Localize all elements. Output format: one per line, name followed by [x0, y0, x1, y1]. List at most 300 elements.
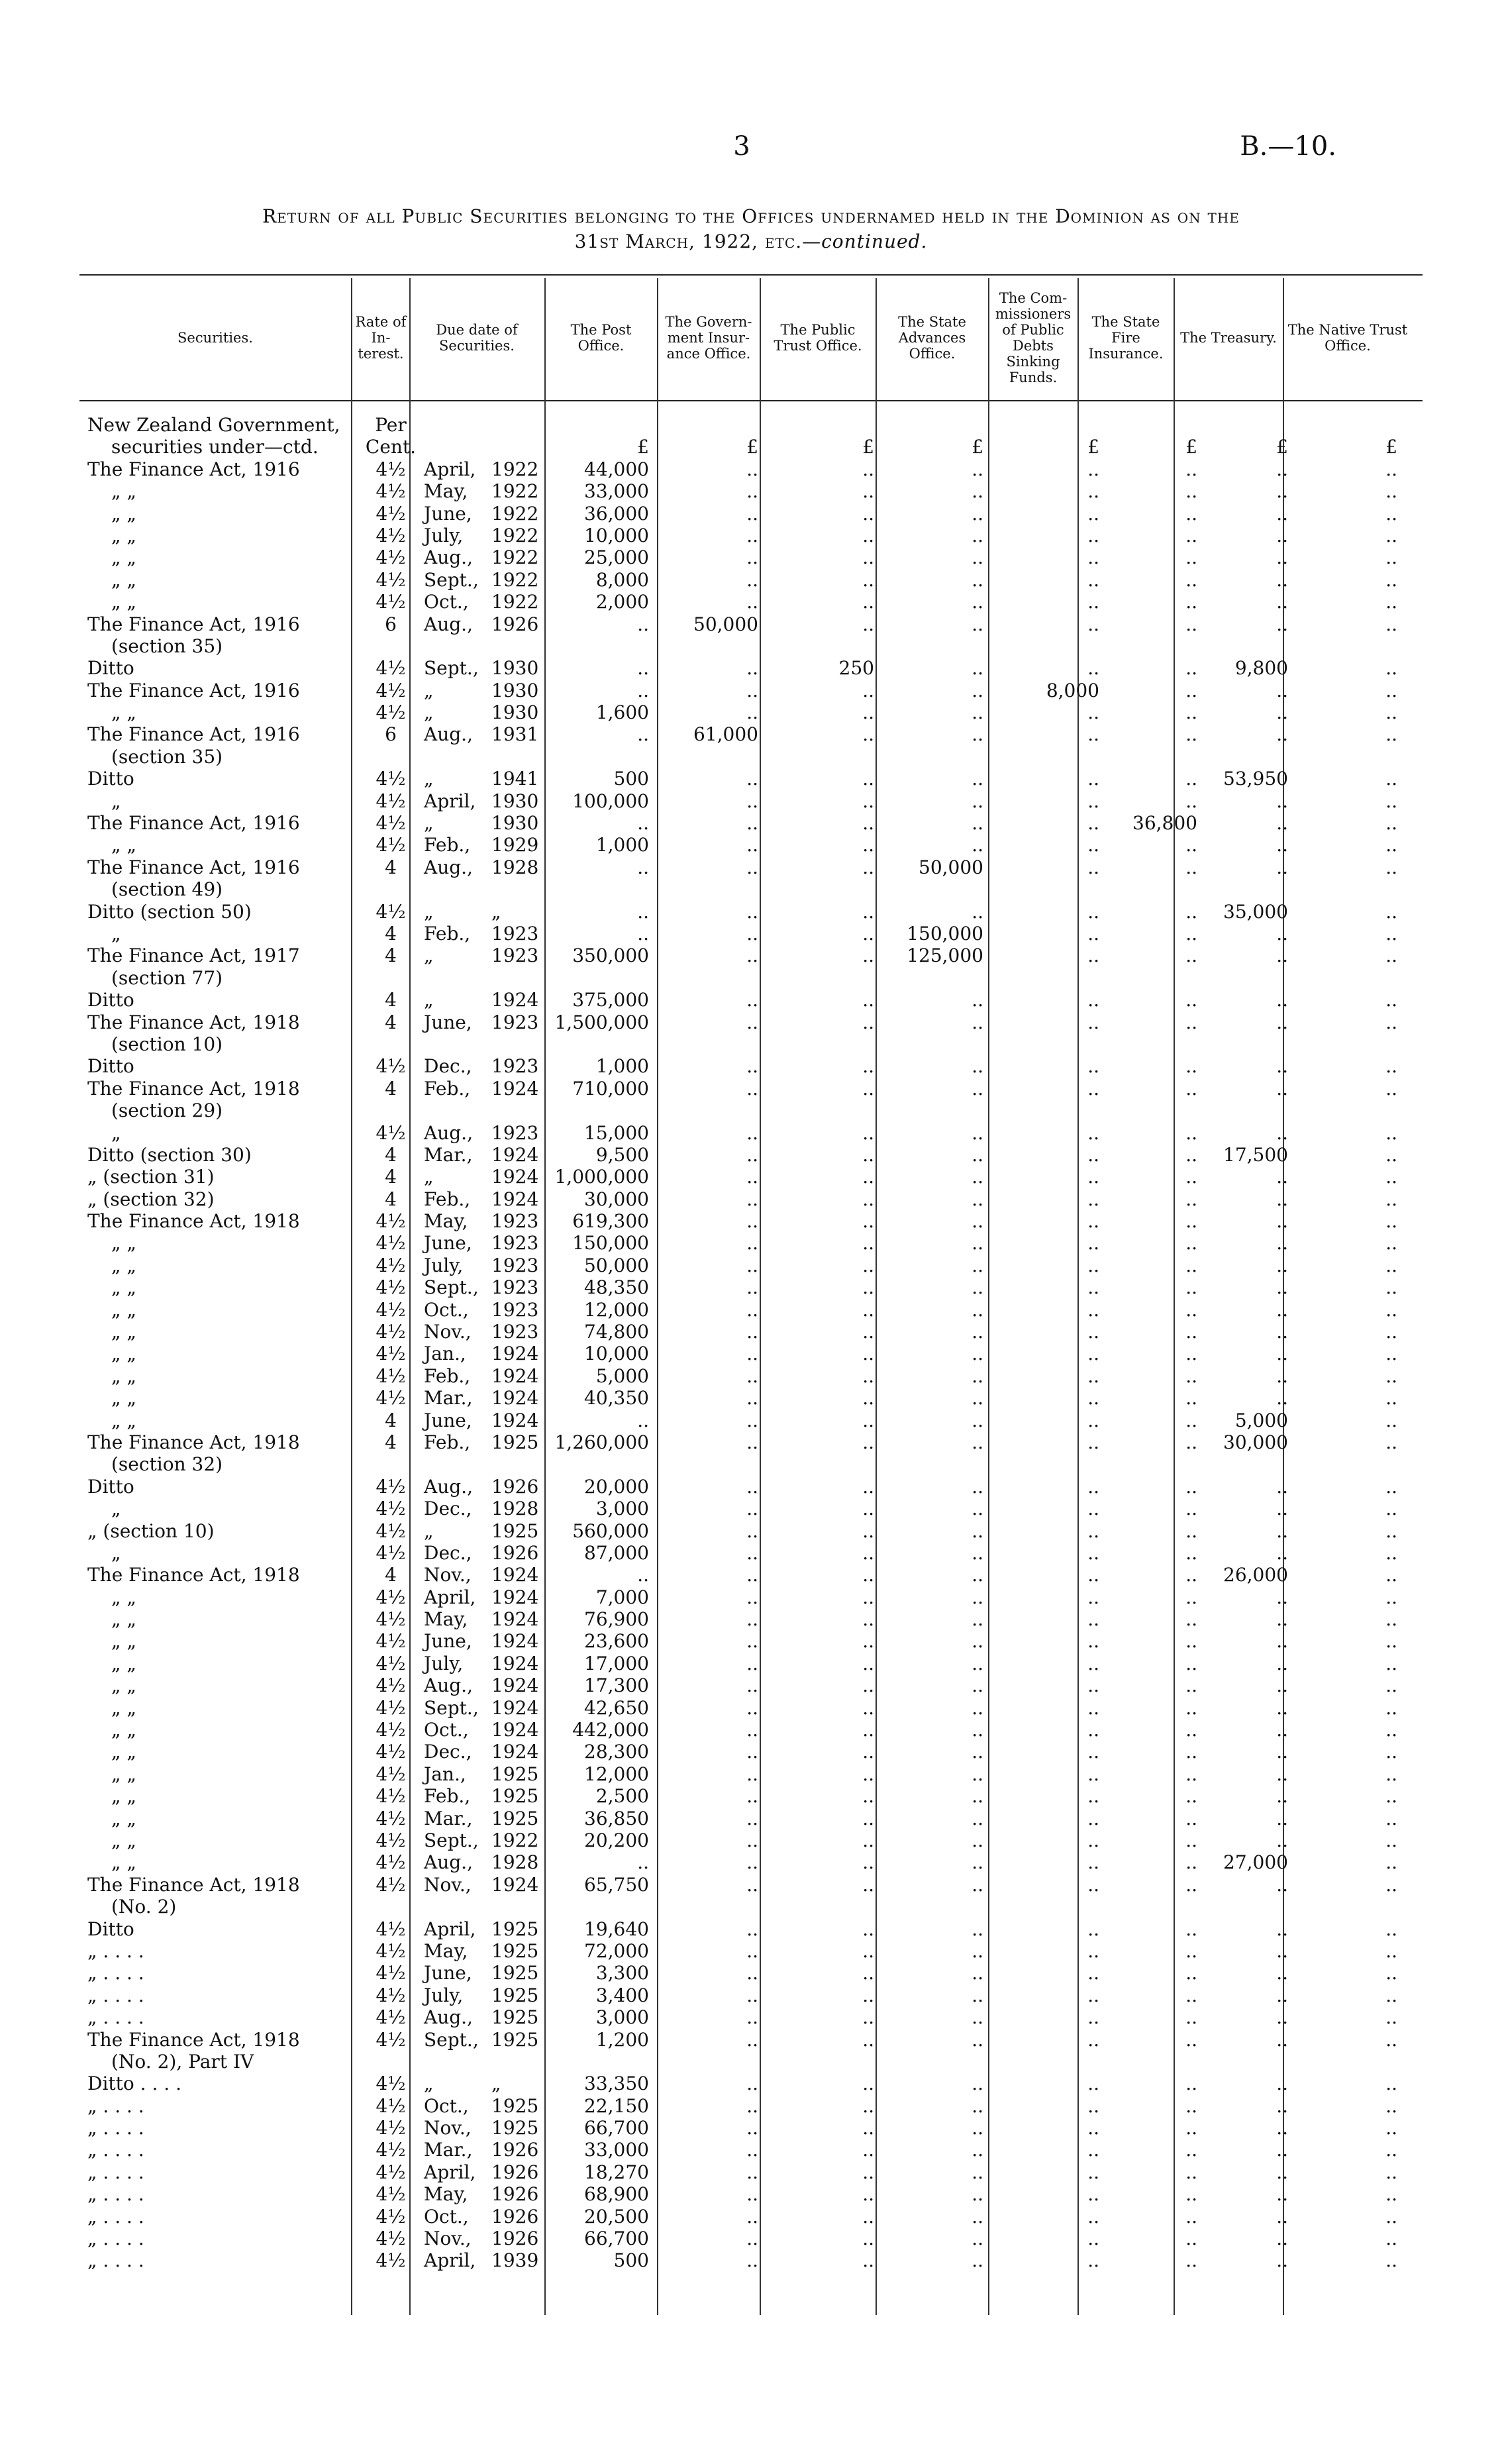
- state-fire-amount: ..: [1185, 1298, 1197, 1321]
- due-year: 1924: [491, 1652, 539, 1674]
- native-trust-amount: ..: [1385, 1431, 1397, 1453]
- table-row: [79, 1564, 1423, 1586]
- due-year: 1926: [491, 613, 539, 635]
- state-fire-amount: ..: [1185, 2205, 1197, 2228]
- due-year: 1926: [491, 1475, 539, 1498]
- sinking-funds-amount: ..: [1087, 723, 1099, 746]
- public-trust-amount: ..: [862, 1475, 874, 1498]
- state-advances-amount: ..: [972, 2161, 983, 2183]
- state-advances-amount: ..: [972, 1696, 983, 1719]
- due-month: Aug.,: [424, 546, 473, 569]
- state-fire-amount: ..: [1185, 1851, 1197, 1874]
- treasury-amount: ..: [1276, 1652, 1288, 1674]
- table-row: [79, 1033, 1423, 1055]
- security-name: Ditto: [87, 989, 134, 1011]
- native-trust-amount: ..: [1385, 1364, 1397, 1387]
- due-month: June,: [424, 1630, 472, 1653]
- due-month: „: [424, 1166, 434, 1188]
- post-office-amount: 44,000: [584, 458, 649, 480]
- due-month: Feb.,: [424, 834, 471, 856]
- security-name: The Finance Act, 1918: [87, 1873, 300, 1896]
- due-month: July,: [424, 524, 464, 546]
- sinking-funds-amount: ..: [1087, 1652, 1099, 1674]
- table-row: [79, 2029, 1423, 2051]
- govt-insurance-amount: ..: [746, 1586, 758, 1608]
- post-office-amount: ..: [637, 1564, 649, 1586]
- post-office-amount: 3,300: [595, 1962, 649, 1984]
- due-month: May,: [424, 1210, 468, 1233]
- table-row: [79, 2139, 1423, 2161]
- table-row: [79, 1520, 1423, 1542]
- govt-insurance-amount: ..: [746, 2094, 758, 2117]
- interest-rate: 4: [385, 1011, 397, 1033]
- security-name: „ „: [111, 1232, 136, 1255]
- interest-rate: 4½: [376, 1962, 406, 1984]
- title-line-1: Return of all Public Securities belonging to the Offices undernamed held in the Dominion as on the: [262, 205, 1240, 227]
- native-trust-amount: ..: [1385, 613, 1397, 635]
- sinking-funds-amount: ..: [1087, 480, 1099, 503]
- native-trust-amount: ..: [1385, 2006, 1397, 2029]
- govt-insurance-amount: ..: [746, 1541, 758, 1564]
- table-row: [79, 878, 1423, 900]
- treasury-amount: 53,950: [1223, 768, 1288, 790]
- security-name: Ditto: [87, 1918, 134, 1940]
- govt-insurance-amount: ..: [746, 1984, 758, 2006]
- due-year: 1923: [491, 1254, 539, 1276]
- post-office-amount: 1,000: [595, 1055, 649, 1078]
- due-year: 1923: [491, 1276, 539, 1299]
- due-year: 1928: [491, 856, 539, 878]
- interest-rate: 4½: [376, 1719, 406, 1741]
- public-trust-amount: ..: [862, 1343, 874, 1365]
- table-row: [79, 1321, 1423, 1343]
- treasury-amount: ..: [1276, 856, 1288, 878]
- due-month: Feb.,: [424, 1785, 471, 1808]
- due-year: 1925: [491, 2117, 539, 2139]
- interest-rate: 4½: [376, 679, 406, 701]
- state-fire-amount: ..: [1185, 1143, 1197, 1166]
- security-name: Ditto: [87, 1475, 134, 1498]
- table-row: [79, 1697, 1423, 1719]
- due-month: May,: [424, 1939, 468, 1962]
- page-number: 3: [733, 131, 750, 162]
- state-advances-amount: ..: [972, 480, 983, 503]
- native-trust-amount: ..: [1385, 568, 1397, 591]
- state-fire-amount: ..: [1185, 1541, 1197, 1564]
- due-year: 1930: [491, 812, 539, 835]
- state-fire-amount: 36,800: [1132, 812, 1197, 835]
- post-office-amount: ..: [637, 900, 649, 923]
- public-trust-amount: ..: [862, 1630, 874, 1653]
- due-year: 1926: [491, 2228, 539, 2250]
- table-row: [79, 2228, 1423, 2249]
- native-trust-amount: ..: [1385, 1696, 1397, 1719]
- public-trust-amount: ..: [862, 1409, 874, 1431]
- native-trust-amount: ..: [1385, 546, 1397, 569]
- table-row: [79, 2249, 1423, 2271]
- due-year: 1924: [491, 1143, 539, 1166]
- state-advances-amount: ..: [972, 1143, 983, 1166]
- due-month: Nov.,: [424, 1873, 472, 1896]
- table-row: [79, 989, 1423, 1011]
- interest-rate: 4½: [376, 790, 406, 812]
- interest-rate: 4½: [376, 1807, 406, 1829]
- post-office-amount: 560,000: [572, 1519, 649, 1542]
- due-month: Sept.,: [424, 568, 479, 591]
- state-fire-amount: ..: [1185, 1630, 1197, 1653]
- due-month: „: [424, 1519, 434, 1542]
- native-trust-amount: ..: [1385, 1011, 1397, 1033]
- state-advances-amount: ..: [972, 723, 983, 746]
- treasury-amount: ..: [1276, 502, 1288, 525]
- post-office-amount: ..: [637, 1851, 649, 1874]
- post-office-amount: 10,000: [584, 1343, 649, 1365]
- native-trust-amount: ..: [1385, 1254, 1397, 1276]
- post-office-amount: 36,000: [584, 502, 649, 525]
- native-trust-amount: ..: [1385, 1232, 1397, 1255]
- interest-rate: 4½: [376, 546, 406, 569]
- header-public-trust: The Public Trust Office.: [774, 322, 862, 354]
- interest-rate: 4½: [376, 657, 406, 680]
- state-fire-amount: £: [1185, 436, 1197, 458]
- post-office-amount: ..: [637, 657, 649, 680]
- state-fire-amount: ..: [1185, 2228, 1197, 2250]
- public-trust-amount: ..: [862, 1984, 874, 2006]
- due-year: 1923: [491, 1232, 539, 1255]
- due-year: 1925: [491, 2006, 539, 2029]
- native-trust-amount: ..: [1385, 1121, 1397, 1144]
- govt-insurance-amount: ..: [746, 1918, 758, 1940]
- state-fire-amount: ..: [1185, 1364, 1197, 1387]
- table-row: [79, 1763, 1423, 1785]
- treasury-amount: ..: [1276, 1918, 1288, 1940]
- state-advances-amount: ..: [972, 834, 983, 856]
- sinking-funds-amount: ..: [1087, 1763, 1099, 1785]
- public-trust-amount: ..: [862, 1431, 874, 1453]
- security-name: (section 29): [111, 1100, 223, 1122]
- due-month: Sept.,: [424, 1696, 479, 1719]
- state-advances-amount: ..: [972, 900, 983, 923]
- public-trust-amount: ..: [862, 1121, 874, 1144]
- table-row: [79, 1851, 1423, 1873]
- state-advances-amount: ..: [972, 1939, 983, 1962]
- post-office-amount: 17,000: [584, 1652, 649, 1674]
- due-month: Nov.,: [424, 2228, 472, 2250]
- state-advances-amount: ..: [972, 2249, 983, 2272]
- sinking-funds-amount: ..: [1087, 2094, 1099, 2117]
- due-year: 1923: [491, 945, 539, 967]
- public-trust-amount: ..: [862, 790, 874, 812]
- interest-rate: 4½: [376, 1254, 406, 1276]
- treasury-amount: ..: [1276, 1873, 1288, 1896]
- security-name: „: [111, 1541, 121, 1564]
- post-office-amount: 68,900: [584, 2183, 649, 2206]
- post-office-amount: 30,000: [584, 1188, 649, 1210]
- native-trust-amount: ..: [1385, 701, 1397, 724]
- security-name: „ „: [111, 1851, 136, 1874]
- state-fire-amount: ..: [1185, 480, 1197, 503]
- due-month: Aug.,: [424, 613, 473, 635]
- sinking-funds-amount: ..: [1087, 1276, 1099, 1299]
- govt-insurance-amount: ..: [746, 812, 758, 835]
- due-year: 1923: [491, 1321, 539, 1343]
- table-row: [79, 1808, 1423, 1829]
- sinking-funds-amount: ..: [1087, 1188, 1099, 1210]
- state-fire-amount: ..: [1185, 1984, 1197, 2006]
- due-month: Dec.,: [424, 1741, 472, 1763]
- native-trust-amount: ..: [1385, 1188, 1397, 1210]
- state-advances-amount: ..: [972, 1364, 983, 1387]
- sinking-funds-amount: ..: [1087, 834, 1099, 856]
- interest-rate: 4½: [376, 2228, 406, 2250]
- table-row: [79, 2051, 1423, 2073]
- treasury-amount: ..: [1276, 1785, 1288, 1808]
- treasury-amount: ..: [1276, 701, 1288, 724]
- due-month: Nov.,: [424, 2117, 472, 2139]
- state-advances-amount: ..: [972, 1829, 983, 1851]
- native-trust-amount: ..: [1385, 1166, 1397, 1188]
- public-trust-amount: ..: [862, 1254, 874, 1276]
- sinking-funds-amount: ..: [1087, 1519, 1099, 1542]
- native-trust-amount: ..: [1385, 1608, 1397, 1631]
- native-trust-amount: ..: [1385, 1387, 1397, 1410]
- sinking-funds-amount: ..: [1087, 1121, 1099, 1144]
- interest-rate: 4½: [376, 1696, 406, 1719]
- state-advances-amount: ..: [972, 1674, 983, 1697]
- treasury-amount: ..: [1276, 1276, 1288, 1299]
- interest-rate: 4½: [376, 480, 406, 503]
- security-name: (section 35): [111, 745, 223, 768]
- state-fire-amount: ..: [1185, 1431, 1197, 1453]
- security-name: „ . . . .: [87, 1939, 144, 1962]
- table-row: [79, 1608, 1423, 1630]
- due-year: 1939: [491, 2249, 539, 2272]
- native-trust-amount: ..: [1385, 1785, 1397, 1808]
- sinking-funds-amount: ..: [1087, 1298, 1099, 1321]
- govt-insurance-amount: ..: [746, 546, 758, 569]
- sinking-funds-amount: ..: [1087, 1586, 1099, 1608]
- state-fire-amount: ..: [1185, 2117, 1197, 2139]
- due-year: 1924: [491, 1343, 539, 1365]
- table-row: [79, 1542, 1423, 1564]
- table-row: [79, 1210, 1423, 1232]
- govt-insurance-amount: ..: [746, 1276, 758, 1299]
- security-name: „ (section 10): [87, 1519, 215, 1542]
- state-advances-amount: ..: [972, 524, 983, 546]
- sinking-funds-amount: ..: [1087, 1055, 1099, 1078]
- state-fire-amount: ..: [1185, 1121, 1197, 1144]
- due-month: June,: [424, 502, 472, 525]
- security-name: The Finance Act, 1918: [87, 1210, 300, 1233]
- sinking-funds-amount: ..: [1087, 546, 1099, 569]
- state-advances-amount: ..: [972, 1166, 983, 1188]
- treasury-amount: 35,000: [1223, 900, 1288, 923]
- table-row: [79, 480, 1423, 502]
- public-trust-amount: ..: [862, 1918, 874, 1940]
- due-month: Aug.,: [424, 1475, 473, 1498]
- govt-insurance-amount: ..: [746, 1498, 758, 1520]
- due-year: 1930: [491, 701, 539, 724]
- due-year: 1924: [491, 1564, 539, 1586]
- table-row: [79, 1498, 1423, 1519]
- sinking-funds-amount: ..: [1087, 1785, 1099, 1808]
- due-month: Aug.,: [424, 1851, 473, 1874]
- due-month: Dec.,: [424, 1498, 472, 1520]
- security-name: „ „: [111, 1586, 136, 1608]
- state-advances-amount: ..: [972, 1431, 983, 1453]
- govt-insurance-amount: ..: [746, 1343, 758, 1365]
- post-office-amount: 2,000: [595, 591, 649, 613]
- state-fire-amount: ..: [1185, 1409, 1197, 1431]
- due-month: Nov.,: [424, 1564, 472, 1586]
- due-month: Oct.,: [424, 2205, 469, 2228]
- govt-insurance-amount: ..: [746, 1298, 758, 1321]
- security-name: „ . . . .: [87, 2161, 144, 2183]
- sinking-funds-amount: ..: [1087, 458, 1099, 480]
- interest-rate: 4½: [376, 2161, 406, 2183]
- table-row: [79, 1962, 1423, 1984]
- security-name: „ . . . .: [87, 2117, 144, 2139]
- state-advances-amount: ..: [972, 1498, 983, 1520]
- native-trust-amount: ..: [1385, 1873, 1397, 1896]
- sinking-funds-amount: ..: [1087, 1364, 1099, 1387]
- security-name: „ „: [111, 1608, 136, 1631]
- security-name: „ „: [111, 1719, 136, 1741]
- public-trust-amount: ..: [862, 2183, 874, 2206]
- security-name: „: [111, 790, 121, 812]
- due-month: Oct.,: [424, 2094, 469, 2117]
- security-name: „ . . . .: [87, 2183, 144, 2206]
- state-advances-amount: ..: [972, 1011, 983, 1033]
- sinking-funds-amount: ..: [1087, 1232, 1099, 1255]
- interest-rate: 4½: [376, 1121, 406, 1144]
- due-year: „: [491, 2073, 501, 2095]
- public-trust-amount: ..: [862, 1519, 874, 1542]
- sinking-funds-amount: ..: [1087, 613, 1099, 635]
- interest-rate: 4½: [376, 1276, 406, 1299]
- native-trust-amount: ..: [1385, 1586, 1397, 1608]
- treasury-amount: ..: [1276, 591, 1288, 613]
- due-year: 1923: [491, 1298, 539, 1321]
- state-advances-amount: ..: [972, 2183, 983, 2206]
- state-fire-amount: ..: [1185, 701, 1197, 724]
- state-fire-amount: ..: [1185, 1873, 1197, 1896]
- table-row: [79, 1188, 1423, 1210]
- security-name: „ . . . .: [87, 2249, 144, 2272]
- table-row: [79, 546, 1423, 568]
- due-year: 1926: [491, 2205, 539, 2228]
- state-advances-amount: ..: [972, 1321, 983, 1343]
- due-year: 1925: [491, 1984, 539, 2006]
- treasury-amount: ..: [1276, 1298, 1288, 1321]
- state-fire-amount: ..: [1185, 1918, 1197, 1940]
- security-name: „ . . . .: [87, 2228, 144, 2250]
- treasury-amount: ..: [1276, 2249, 1288, 2272]
- due-year: 1926: [491, 1541, 539, 1564]
- govt-insurance-amount: ..: [746, 591, 758, 613]
- header-government-insurance: The Govern-ment Insur-ance Office.: [665, 314, 752, 362]
- security-name: The Finance Act, 1918: [87, 2028, 300, 2051]
- state-advances-amount: ..: [972, 1519, 983, 1542]
- security-name: Ditto: [87, 768, 134, 790]
- interest-rate: 4½: [376, 1851, 406, 1874]
- sinking-funds-amount: ..: [1087, 1431, 1099, 1453]
- security-name: The Finance Act, 1918: [87, 1431, 300, 1453]
- sinking-funds-amount: ..: [1087, 945, 1099, 967]
- public-trust-amount: ..: [862, 1498, 874, 1520]
- state-fire-amount: ..: [1185, 1962, 1197, 1984]
- native-trust-amount: ..: [1385, 2094, 1397, 2117]
- security-name: „ „: [111, 502, 136, 525]
- due-month: April,: [424, 1586, 476, 1608]
- sinking-funds-amount: ..: [1087, 701, 1099, 724]
- govt-insurance-amount: ..: [746, 2249, 758, 2272]
- post-office-amount: 65,750: [584, 1873, 649, 1896]
- native-trust-amount: ..: [1385, 1475, 1397, 1498]
- state-fire-amount: ..: [1185, 2249, 1197, 2272]
- security-name: „ „: [111, 1630, 136, 1653]
- due-year: 1924: [491, 1364, 539, 1387]
- post-office-amount: 12,000: [584, 1298, 649, 1321]
- table-row: [79, 503, 1423, 525]
- govt-insurance-amount: ..: [746, 701, 758, 724]
- state-fire-amount: ..: [1185, 1829, 1197, 1851]
- state-advances-amount: ..: [972, 989, 983, 1011]
- post-office-amount: 500: [613, 768, 649, 790]
- security-name: (section 77): [111, 966, 223, 989]
- public-trust-amount: ..: [862, 1011, 874, 1033]
- table-row: [79, 436, 1423, 458]
- state-advances-amount: ..: [972, 1763, 983, 1785]
- security-name: (section 49): [111, 878, 223, 901]
- public-trust-amount: ..: [862, 834, 874, 856]
- due-month: „: [424, 2073, 434, 2095]
- treasury-amount: ..: [1276, 2073, 1288, 2095]
- public-trust-amount: ..: [862, 1586, 874, 1608]
- state-advances-amount: ..: [972, 458, 983, 480]
- state-advances-amount: ..: [972, 1652, 983, 1674]
- due-year: 1922: [491, 546, 539, 569]
- sinking-funds-amount: ..: [1087, 1608, 1099, 1631]
- state-advances-amount: ..: [972, 568, 983, 591]
- state-fire-amount: ..: [1185, 1564, 1197, 1586]
- treasury-amount: ..: [1276, 2183, 1288, 2206]
- due-month: „: [424, 900, 434, 923]
- state-advances-amount: ..: [972, 1851, 983, 1874]
- public-trust-amount: ..: [862, 1807, 874, 1829]
- interest-rate: 4½: [376, 1984, 406, 2006]
- state-fire-amount: ..: [1185, 1343, 1197, 1365]
- state-fire-amount: ..: [1185, 945, 1197, 967]
- state-advances-amount: 150,000: [907, 922, 983, 945]
- due-year: 1923: [491, 1011, 539, 1033]
- state-fire-amount: ..: [1185, 2094, 1197, 2117]
- post-office-amount: 33,000: [584, 480, 649, 503]
- govt-insurance-amount: ..: [746, 1431, 758, 1453]
- state-fire-amount: ..: [1185, 1807, 1197, 1829]
- due-year: 1925: [491, 1785, 539, 1808]
- treasury-amount: ..: [1276, 989, 1288, 1011]
- treasury-amount: ..: [1276, 1321, 1288, 1343]
- sinking-funds-amount: ..: [1087, 502, 1099, 525]
- state-advances-amount: ..: [972, 2073, 983, 2095]
- due-month: June,: [424, 1232, 472, 1255]
- table-row: [79, 1476, 1423, 1498]
- state-fire-amount: ..: [1185, 1785, 1197, 1808]
- govt-insurance-amount: ..: [746, 458, 758, 480]
- post-office-amount: 150,000: [572, 1232, 649, 1255]
- interest-rate: 4: [385, 1409, 397, 1431]
